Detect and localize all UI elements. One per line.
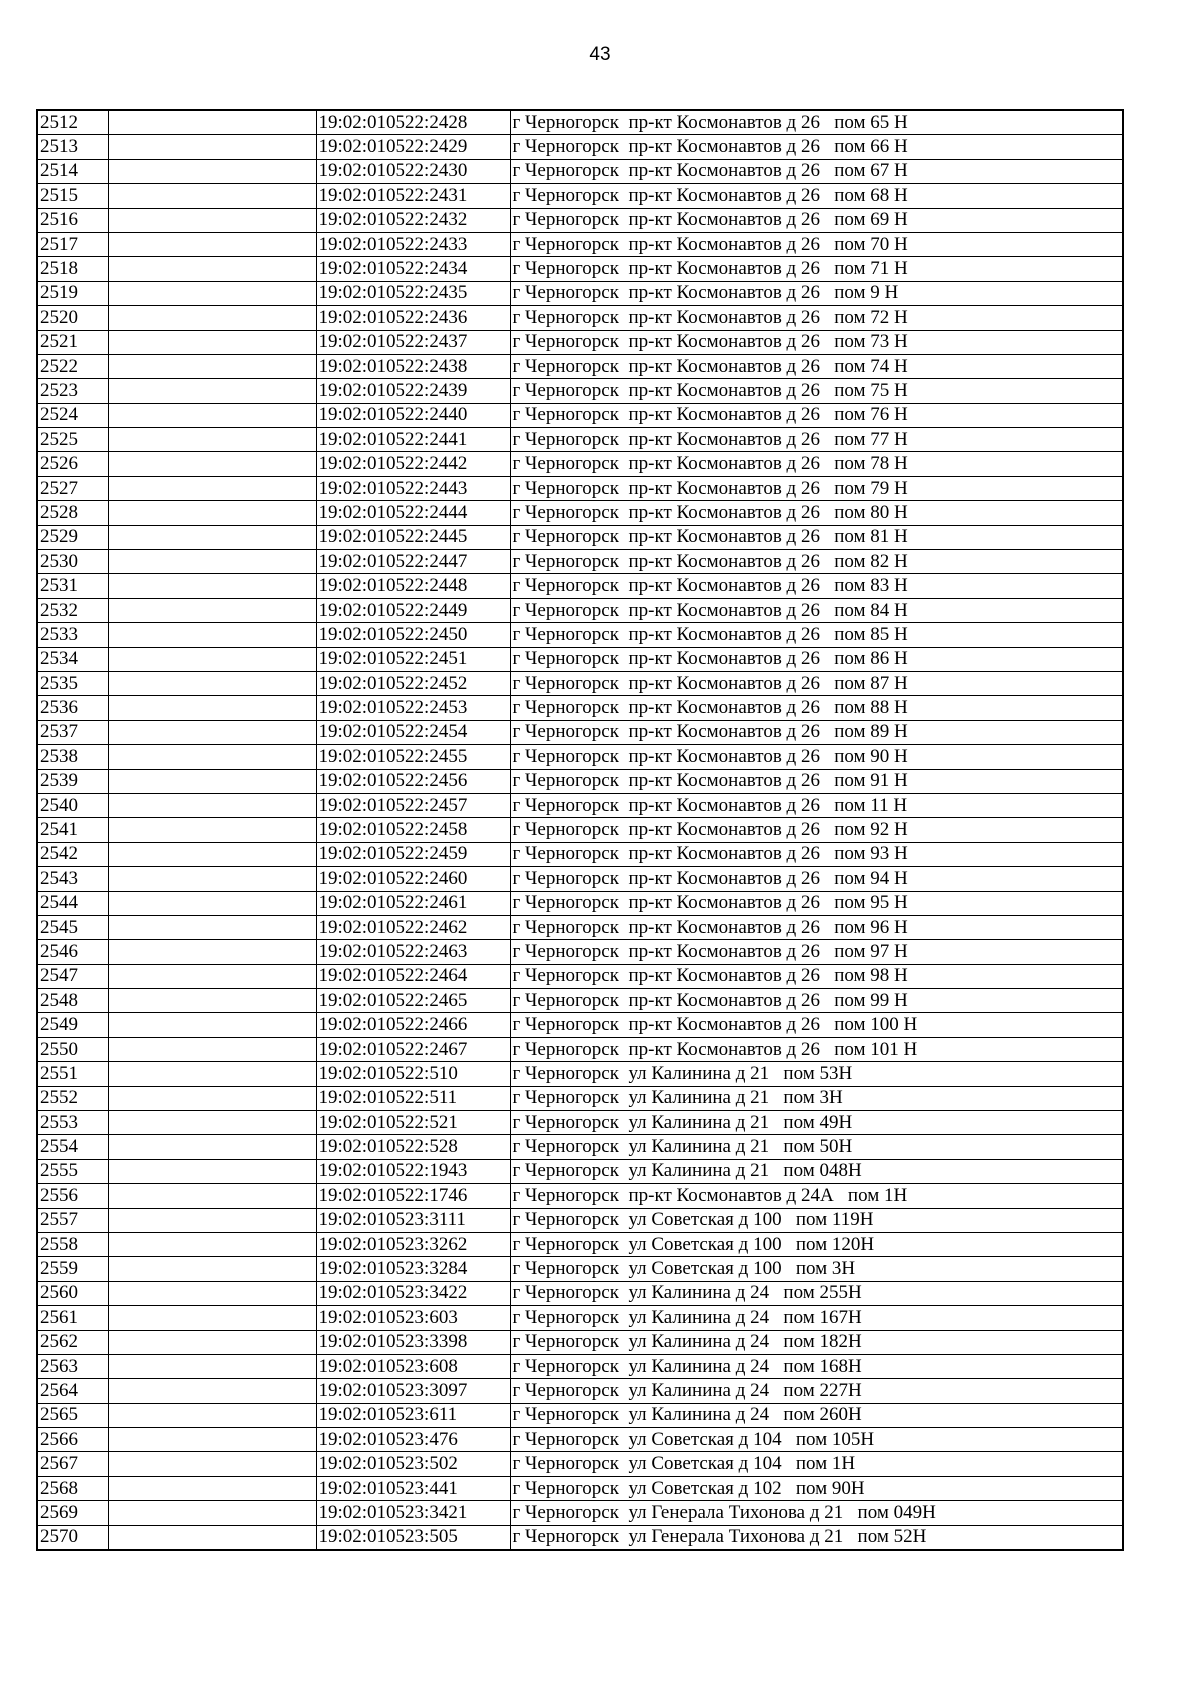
empty-cell bbox=[108, 696, 316, 720]
table-row bbox=[37, 1159, 1123, 1183]
row-number-cell: 2564 bbox=[37, 1379, 108, 1403]
table-row bbox=[37, 574, 1123, 598]
cadastral-number-cell: 19:02:010522:521 bbox=[316, 1111, 510, 1135]
address-cell: г Черногорск пр-кт Космонавтов д 26 пом 96 Н bbox=[510, 915, 1123, 939]
row-number-cell: 2567 bbox=[37, 1452, 108, 1476]
table-row bbox=[37, 306, 1123, 330]
row-number-cell: 2544 bbox=[37, 891, 108, 915]
row-number-cell: 2559 bbox=[37, 1257, 108, 1281]
empty-cell bbox=[108, 379, 316, 403]
table-row bbox=[37, 1330, 1123, 1354]
address-cell: г Черногорск ул Калинина д 24 пом 255Н bbox=[510, 1281, 1123, 1305]
empty-cell bbox=[108, 720, 316, 744]
address-cell: г Черногорск пр-кт Космонавтов д 26 пом 73 Н bbox=[510, 330, 1123, 354]
table-row bbox=[37, 403, 1123, 427]
cadastral-number-cell: 19:02:010522:2456 bbox=[316, 769, 510, 793]
row-number-cell: 2529 bbox=[37, 525, 108, 549]
cadastral-number-cell: 19:02:010523:502 bbox=[316, 1452, 510, 1476]
address-cell: г Черногорск пр-кт Космонавтов д 26 пом 75 Н bbox=[510, 379, 1123, 403]
empty-cell bbox=[108, 745, 316, 769]
empty-cell bbox=[108, 232, 316, 256]
table-row bbox=[37, 1306, 1123, 1330]
row-number-cell: 2541 bbox=[37, 818, 108, 842]
row-number-cell: 2558 bbox=[37, 1232, 108, 1256]
empty-cell bbox=[108, 306, 316, 330]
table-row bbox=[37, 1428, 1123, 1452]
empty-cell bbox=[108, 550, 316, 574]
cadastral-number-cell: 19:02:010522:2459 bbox=[316, 842, 510, 866]
table-row bbox=[37, 891, 1123, 915]
empty-cell bbox=[108, 793, 316, 817]
cadastral-number-cell: 19:02:010522:2467 bbox=[316, 1037, 510, 1061]
address-cell: г Черногорск пр-кт Космонавтов д 26 пом 65 Н bbox=[510, 110, 1123, 135]
cadastral-number-cell: 19:02:010522:2429 bbox=[316, 135, 510, 159]
row-number-cell: 2518 bbox=[37, 257, 108, 281]
row-number-cell: 2563 bbox=[37, 1354, 108, 1378]
empty-cell bbox=[108, 1354, 316, 1378]
empty-cell bbox=[108, 1208, 316, 1232]
address-cell: г Черногорск пр-кт Космонавтов д 26 пом 80 Н bbox=[510, 501, 1123, 525]
cadastral-number-cell: 19:02:010523:611 bbox=[316, 1403, 510, 1427]
cadastral-number-cell: 19:02:010522:2441 bbox=[316, 428, 510, 452]
address-cell: г Черногорск ул Генерала Тихонова д 21 пом 52Н bbox=[510, 1525, 1123, 1550]
row-number-cell: 2569 bbox=[37, 1501, 108, 1525]
row-number-cell: 2517 bbox=[37, 232, 108, 256]
table-row bbox=[37, 208, 1123, 232]
address-cell: г Черногорск пр-кт Космонавтов д 26 пом 74 Н bbox=[510, 354, 1123, 378]
empty-cell bbox=[108, 452, 316, 476]
empty-cell bbox=[108, 623, 316, 647]
table-row bbox=[37, 1037, 1123, 1061]
table-row bbox=[37, 745, 1123, 769]
empty-cell bbox=[108, 1525, 316, 1550]
address-cell: г Черногорск ул Калинина д 21 пом 048Н bbox=[510, 1159, 1123, 1183]
row-number-cell: 2526 bbox=[37, 452, 108, 476]
cadastral-number-cell: 19:02:010522:2464 bbox=[316, 964, 510, 988]
cadastral-number-cell: 19:02:010522:2433 bbox=[316, 232, 510, 256]
row-number-cell: 2536 bbox=[37, 696, 108, 720]
cadastral-number-cell: 19:02:010522:2445 bbox=[316, 525, 510, 549]
table-row bbox=[37, 354, 1123, 378]
table-row bbox=[37, 452, 1123, 476]
empty-cell bbox=[108, 159, 316, 183]
row-number-cell: 2521 bbox=[37, 330, 108, 354]
address-cell: г Черногорск пр-кт Космонавтов д 26 пом 83 Н bbox=[510, 574, 1123, 598]
row-number-cell: 2560 bbox=[37, 1281, 108, 1305]
cadastral-number-cell: 19:02:010523:3421 bbox=[316, 1501, 510, 1525]
table-row bbox=[37, 964, 1123, 988]
table-row bbox=[37, 989, 1123, 1013]
row-number-cell: 2534 bbox=[37, 647, 108, 671]
empty-cell bbox=[108, 1330, 316, 1354]
address-cell: г Черногорск ул Советская д 100 пом 3Н bbox=[510, 1257, 1123, 1281]
cadastral-number-cell: 19:02:010522:2430 bbox=[316, 159, 510, 183]
table-row bbox=[37, 696, 1123, 720]
cadastral-number-cell: 19:02:010522:2444 bbox=[316, 501, 510, 525]
address-cell: г Черногорск пр-кт Космонавтов д 26 пом 72 Н bbox=[510, 306, 1123, 330]
cadastral-number-cell: 19:02:010522:2455 bbox=[316, 745, 510, 769]
empty-cell bbox=[108, 1476, 316, 1500]
cadastral-number-cell: 19:02:010523:3097 bbox=[316, 1379, 510, 1403]
row-number-cell: 2550 bbox=[37, 1037, 108, 1061]
row-number-cell: 2551 bbox=[37, 1062, 108, 1086]
table-row bbox=[37, 1184, 1123, 1208]
cadastral-number-cell: 19:02:010523:476 bbox=[316, 1428, 510, 1452]
page-number: 43 bbox=[589, 44, 611, 65]
table-row bbox=[37, 1111, 1123, 1135]
address-cell: г Черногорск пр-кт Космонавтов д 26 пом 81 Н bbox=[510, 525, 1123, 549]
empty-cell bbox=[108, 671, 316, 695]
cadastral-number-cell: 19:02:010522:2436 bbox=[316, 306, 510, 330]
address-cell: г Черногорск пр-кт Космонавтов д 26 пом 101 Н bbox=[510, 1037, 1123, 1061]
empty-cell bbox=[108, 428, 316, 452]
empty-cell bbox=[108, 403, 316, 427]
table-row bbox=[37, 330, 1123, 354]
address-cell: г Черногорск пр-кт Космонавтов д 26 пом 9 Н bbox=[510, 281, 1123, 305]
address-cell: г Черногорск пр-кт Космонавтов д 26 пом 70 Н bbox=[510, 232, 1123, 256]
cadastral-number-cell: 19:02:010523:3111 bbox=[316, 1208, 510, 1232]
empty-cell bbox=[108, 1135, 316, 1159]
empty-cell bbox=[108, 867, 316, 891]
table-row bbox=[37, 867, 1123, 891]
table-row bbox=[37, 379, 1123, 403]
row-number-cell: 2552 bbox=[37, 1086, 108, 1110]
cadastral-number-cell: 19:02:010522:2450 bbox=[316, 623, 510, 647]
row-number-cell: 2547 bbox=[37, 964, 108, 988]
cadastral-number-cell: 19:02:010522:2466 bbox=[316, 1013, 510, 1037]
cadastral-number-cell: 19:02:010522:2449 bbox=[316, 598, 510, 622]
table-row bbox=[37, 1135, 1123, 1159]
table-row bbox=[37, 1208, 1123, 1232]
empty-cell bbox=[108, 915, 316, 939]
empty-cell bbox=[108, 476, 316, 500]
table-row bbox=[37, 1379, 1123, 1403]
address-cell: г Черногорск ул Калинина д 21 пом 49Н bbox=[510, 1111, 1123, 1135]
table-row bbox=[37, 1525, 1123, 1550]
address-cell: г Черногорск ул Советская д 100 пом 119Н bbox=[510, 1208, 1123, 1232]
empty-cell bbox=[108, 940, 316, 964]
table-row bbox=[37, 842, 1123, 866]
table-row bbox=[37, 623, 1123, 647]
empty-cell bbox=[108, 1159, 316, 1183]
row-number-cell: 2513 bbox=[37, 135, 108, 159]
empty-cell bbox=[108, 891, 316, 915]
cadastral-number-cell: 19:02:010522:2435 bbox=[316, 281, 510, 305]
cadastral-number-cell: 19:02:010522:2438 bbox=[316, 354, 510, 378]
table-row bbox=[37, 1476, 1123, 1500]
address-cell: г Черногорск ул Калинина д 21 пом 50Н bbox=[510, 1135, 1123, 1159]
row-number-cell: 2516 bbox=[37, 208, 108, 232]
address-cell: г Черногорск пр-кт Космонавтов д 26 пом 76 Н bbox=[510, 403, 1123, 427]
cadastral-number-cell: 19:02:010523:608 bbox=[316, 1354, 510, 1378]
address-cell: г Черногорск пр-кт Космонавтов д 26 пом 84 Н bbox=[510, 598, 1123, 622]
table-row bbox=[37, 501, 1123, 525]
row-number-cell: 2545 bbox=[37, 915, 108, 939]
address-cell: г Черногорск пр-кт Космонавтов д 26 пом 91 Н bbox=[510, 769, 1123, 793]
table-row bbox=[37, 159, 1123, 183]
cadastral-number-cell: 19:02:010522:511 bbox=[316, 1086, 510, 1110]
address-cell: г Черногорск ул Калинина д 24 пом 168Н bbox=[510, 1354, 1123, 1378]
empty-cell bbox=[108, 110, 316, 135]
row-number-cell: 2519 bbox=[37, 281, 108, 305]
empty-cell bbox=[108, 208, 316, 232]
address-cell: г Черногорск ул Калинина д 24 пом 227Н bbox=[510, 1379, 1123, 1403]
table-row bbox=[37, 232, 1123, 256]
cadastral-number-cell: 19:02:010522:2448 bbox=[316, 574, 510, 598]
address-cell: г Черногорск пр-кт Космонавтов д 26 пом 87 Н bbox=[510, 671, 1123, 695]
address-cell: г Черногорск пр-кт Космонавтов д 26 пом 100 Н bbox=[510, 1013, 1123, 1037]
address-cell: г Черногорск пр-кт Космонавтов д 26 пом 71 Н bbox=[510, 257, 1123, 281]
cadastral-number-cell: 19:02:010522:1943 bbox=[316, 1159, 510, 1183]
row-number-cell: 2532 bbox=[37, 598, 108, 622]
empty-cell bbox=[108, 1501, 316, 1525]
row-number-cell: 2549 bbox=[37, 1013, 108, 1037]
cadastral-number-cell: 19:02:010523:3284 bbox=[316, 1257, 510, 1281]
row-number-cell: 2553 bbox=[37, 1111, 108, 1135]
address-cell: г Черногорск пр-кт Космонавтов д 26 пом 85 Н bbox=[510, 623, 1123, 647]
empty-cell bbox=[108, 281, 316, 305]
address-cell: г Черногорск пр-кт Космонавтов д 26 пом 88 Н bbox=[510, 696, 1123, 720]
property-registry-table bbox=[36, 109, 1124, 1551]
cadastral-number-cell: 19:02:010522:2457 bbox=[316, 793, 510, 817]
table-row bbox=[37, 135, 1123, 159]
empty-cell bbox=[108, 525, 316, 549]
empty-cell bbox=[108, 1086, 316, 1110]
empty-cell bbox=[108, 647, 316, 671]
empty-cell bbox=[108, 501, 316, 525]
cadastral-number-cell: 19:02:010522:2453 bbox=[316, 696, 510, 720]
cadastral-number-cell: 19:02:010522:2440 bbox=[316, 403, 510, 427]
cadastral-number-cell: 19:02:010522:2465 bbox=[316, 989, 510, 1013]
table-row bbox=[37, 110, 1123, 135]
cadastral-number-cell: 19:02:010522:2461 bbox=[316, 891, 510, 915]
empty-cell bbox=[108, 1257, 316, 1281]
cadastral-number-cell: 19:02:010522:2463 bbox=[316, 940, 510, 964]
table-row bbox=[37, 647, 1123, 671]
row-number-cell: 2568 bbox=[37, 1476, 108, 1500]
row-number-cell: 2548 bbox=[37, 989, 108, 1013]
row-number-cell: 2556 bbox=[37, 1184, 108, 1208]
cadastral-number-cell: 19:02:010522:2458 bbox=[316, 818, 510, 842]
cadastral-number-cell: 19:02:010523:603 bbox=[316, 1306, 510, 1330]
cadastral-number-cell: 19:02:010522:2462 bbox=[316, 915, 510, 939]
address-cell: г Черногорск ул Советская д 102 пом 90Н bbox=[510, 1476, 1123, 1500]
empty-cell bbox=[108, 354, 316, 378]
row-number-cell: 2537 bbox=[37, 720, 108, 744]
row-number-cell: 2570 bbox=[37, 1525, 108, 1550]
row-number-cell: 2555 bbox=[37, 1159, 108, 1183]
address-cell: г Черногорск пр-кт Космонавтов д 26 пом 68 Н bbox=[510, 184, 1123, 208]
address-cell: г Черногорск ул Калинина д 24 пом 182Н bbox=[510, 1330, 1123, 1354]
cadastral-number-cell: 19:02:010522:2432 bbox=[316, 208, 510, 232]
cadastral-number-cell: 19:02:010523:3398 bbox=[316, 1330, 510, 1354]
table-row bbox=[37, 1013, 1123, 1037]
cadastral-number-cell: 19:02:010522:2428 bbox=[316, 110, 510, 135]
address-cell: г Черногорск пр-кт Космонавтов д 26 пом 93 Н bbox=[510, 842, 1123, 866]
row-number-cell: 2565 bbox=[37, 1403, 108, 1427]
row-number-cell: 2520 bbox=[37, 306, 108, 330]
table-row bbox=[37, 793, 1123, 817]
table-row bbox=[37, 476, 1123, 500]
cadastral-number-cell: 19:02:010522:2439 bbox=[316, 379, 510, 403]
empty-cell bbox=[108, 1281, 316, 1305]
cadastral-number-cell: 19:02:010522:2460 bbox=[316, 867, 510, 891]
address-cell: г Черногорск пр-кт Космонавтов д 24А пом 1Н bbox=[510, 1184, 1123, 1208]
row-number-cell: 2528 bbox=[37, 501, 108, 525]
table-row bbox=[37, 769, 1123, 793]
row-number-cell: 2515 bbox=[37, 184, 108, 208]
row-number-cell: 2524 bbox=[37, 403, 108, 427]
row-number-cell: 2561 bbox=[37, 1306, 108, 1330]
table-row bbox=[37, 915, 1123, 939]
empty-cell bbox=[108, 1403, 316, 1427]
row-number-cell: 2542 bbox=[37, 842, 108, 866]
cadastral-number-cell: 19:02:010522:2431 bbox=[316, 184, 510, 208]
empty-cell bbox=[108, 257, 316, 281]
table-row bbox=[37, 525, 1123, 549]
empty-cell bbox=[108, 1184, 316, 1208]
empty-cell bbox=[108, 1111, 316, 1135]
cadastral-number-cell: 19:02:010522:2447 bbox=[316, 550, 510, 574]
address-cell: г Черногорск пр-кт Космонавтов д 26 пом 94 Н bbox=[510, 867, 1123, 891]
address-cell: г Черногорск пр-кт Космонавтов д 26 пом 90 Н bbox=[510, 745, 1123, 769]
row-number-cell: 2533 bbox=[37, 623, 108, 647]
table-row bbox=[37, 598, 1123, 622]
cadastral-number-cell: 19:02:010522:2442 bbox=[316, 452, 510, 476]
table-row bbox=[37, 1403, 1123, 1427]
table-row bbox=[37, 1354, 1123, 1378]
table-row bbox=[37, 940, 1123, 964]
address-cell: г Черногорск пр-кт Космонавтов д 26 пом 86 Н bbox=[510, 647, 1123, 671]
address-cell: г Черногорск ул Советская д 104 пом 105Н bbox=[510, 1428, 1123, 1452]
row-number-cell: 2530 bbox=[37, 550, 108, 574]
table-row bbox=[37, 720, 1123, 744]
address-cell: г Черногорск ул Советская д 104 пом 1Н bbox=[510, 1452, 1123, 1476]
row-number-cell: 2527 bbox=[37, 476, 108, 500]
table-row bbox=[37, 281, 1123, 305]
table-row bbox=[37, 1232, 1123, 1256]
empty-cell bbox=[108, 1232, 316, 1256]
row-number-cell: 2514 bbox=[37, 159, 108, 183]
cadastral-number-cell: 19:02:010523:441 bbox=[316, 1476, 510, 1500]
empty-cell bbox=[108, 1306, 316, 1330]
table-row bbox=[37, 1452, 1123, 1476]
cadastral-number-cell: 19:02:010522:2452 bbox=[316, 671, 510, 695]
row-number-cell: 2538 bbox=[37, 745, 108, 769]
empty-cell bbox=[108, 1452, 316, 1476]
cadastral-number-cell: 19:02:010523:3422 bbox=[316, 1281, 510, 1305]
table-row bbox=[37, 1281, 1123, 1305]
row-number-cell: 2522 bbox=[37, 354, 108, 378]
row-number-cell: 2539 bbox=[37, 769, 108, 793]
cadastral-number-cell: 19:02:010522:510 bbox=[316, 1062, 510, 1086]
address-cell: г Черногорск ул Калинина д 21 пом 3Н bbox=[510, 1086, 1123, 1110]
empty-cell bbox=[108, 135, 316, 159]
table-row bbox=[37, 257, 1123, 281]
row-number-cell: 2566 bbox=[37, 1428, 108, 1452]
address-cell: г Черногорск пр-кт Космонавтов д 26 пом 89 Н bbox=[510, 720, 1123, 744]
empty-cell bbox=[108, 1037, 316, 1061]
empty-cell bbox=[108, 598, 316, 622]
address-cell: г Черногорск пр-кт Космонавтов д 26 пом 82 Н bbox=[510, 550, 1123, 574]
empty-cell bbox=[108, 330, 316, 354]
address-cell: г Черногорск ул Генерала Тихонова д 21 пом 049Н bbox=[510, 1501, 1123, 1525]
address-cell: г Черногорск ул Калинина д 24 пом 167Н bbox=[510, 1306, 1123, 1330]
cadastral-number-cell: 19:02:010522:528 bbox=[316, 1135, 510, 1159]
address-cell: г Черногорск пр-кт Космонавтов д 26 пом 78 Н bbox=[510, 452, 1123, 476]
address-cell: г Черногорск пр-кт Космонавтов д 26 пом 66 Н bbox=[510, 135, 1123, 159]
registry-table-body bbox=[37, 110, 1123, 1550]
row-number-cell: 2554 bbox=[37, 1135, 108, 1159]
row-number-cell: 2562 bbox=[37, 1330, 108, 1354]
address-cell: г Черногорск пр-кт Космонавтов д 26 пом 95 Н bbox=[510, 891, 1123, 915]
row-number-cell: 2535 bbox=[37, 671, 108, 695]
empty-cell bbox=[108, 964, 316, 988]
table-row bbox=[37, 1257, 1123, 1281]
cadastral-number-cell: 19:02:010522:2434 bbox=[316, 257, 510, 281]
address-cell: г Черногорск пр-кт Космонавтов д 26 пом 97 Н bbox=[510, 940, 1123, 964]
table-row bbox=[37, 1501, 1123, 1525]
address-cell: г Черногорск пр-кт Космонавтов д 26 пом 79 Н bbox=[510, 476, 1123, 500]
address-cell: г Черногорск пр-кт Космонавтов д 26 пом 67 Н bbox=[510, 159, 1123, 183]
address-cell: г Черногорск ул Калинина д 21 пом 53Н bbox=[510, 1062, 1123, 1086]
empty-cell bbox=[108, 1013, 316, 1037]
table-row bbox=[37, 428, 1123, 452]
address-cell: г Черногорск ул Калинина д 24 пом 260Н bbox=[510, 1403, 1123, 1427]
table-row bbox=[37, 550, 1123, 574]
empty-cell bbox=[108, 818, 316, 842]
address-cell: г Черногорск пр-кт Космонавтов д 26 пом 98 Н bbox=[510, 964, 1123, 988]
address-cell: г Черногорск пр-кт Космонавтов д 26 пом 99 Н bbox=[510, 989, 1123, 1013]
cadastral-number-cell: 19:02:010523:3262 bbox=[316, 1232, 510, 1256]
empty-cell bbox=[108, 1062, 316, 1086]
cadastral-number-cell: 19:02:010522:1746 bbox=[316, 1184, 510, 1208]
table-row bbox=[37, 1086, 1123, 1110]
empty-cell bbox=[108, 842, 316, 866]
table-row bbox=[37, 671, 1123, 695]
row-number-cell: 2525 bbox=[37, 428, 108, 452]
empty-cell bbox=[108, 1428, 316, 1452]
table-row bbox=[37, 1062, 1123, 1086]
empty-cell bbox=[108, 574, 316, 598]
empty-cell bbox=[108, 989, 316, 1013]
row-number-cell: 2540 bbox=[37, 793, 108, 817]
cadastral-number-cell: 19:02:010522:2454 bbox=[316, 720, 510, 744]
table-row bbox=[37, 184, 1123, 208]
empty-cell bbox=[108, 769, 316, 793]
row-number-cell: 2543 bbox=[37, 867, 108, 891]
address-cell: г Черногорск пр-кт Космонавтов д 26 пом 69 Н bbox=[510, 208, 1123, 232]
table-row bbox=[37, 818, 1123, 842]
empty-cell bbox=[108, 1379, 316, 1403]
cadastral-number-cell: 19:02:010522:2451 bbox=[316, 647, 510, 671]
cadastral-number-cell: 19:02:010522:2437 bbox=[316, 330, 510, 354]
address-cell: г Черногорск ул Советская д 100 пом 120Н bbox=[510, 1232, 1123, 1256]
address-cell: г Черногорск пр-кт Космонавтов д 26 пом 11 Н bbox=[510, 793, 1123, 817]
address-cell: г Черногорск пр-кт Космонавтов д 26 пом 92 Н bbox=[510, 818, 1123, 842]
row-number-cell: 2512 bbox=[37, 110, 108, 135]
cadastral-number-cell: 19:02:010522:2443 bbox=[316, 476, 510, 500]
row-number-cell: 2557 bbox=[37, 1208, 108, 1232]
cadastral-number-cell: 19:02:010523:505 bbox=[316, 1525, 510, 1550]
row-number-cell: 2546 bbox=[37, 940, 108, 964]
empty-cell bbox=[108, 184, 316, 208]
address-cell: г Черногорск пр-кт Космонавтов д 26 пом 77 Н bbox=[510, 428, 1123, 452]
row-number-cell: 2523 bbox=[37, 379, 108, 403]
row-number-cell: 2531 bbox=[37, 574, 108, 598]
